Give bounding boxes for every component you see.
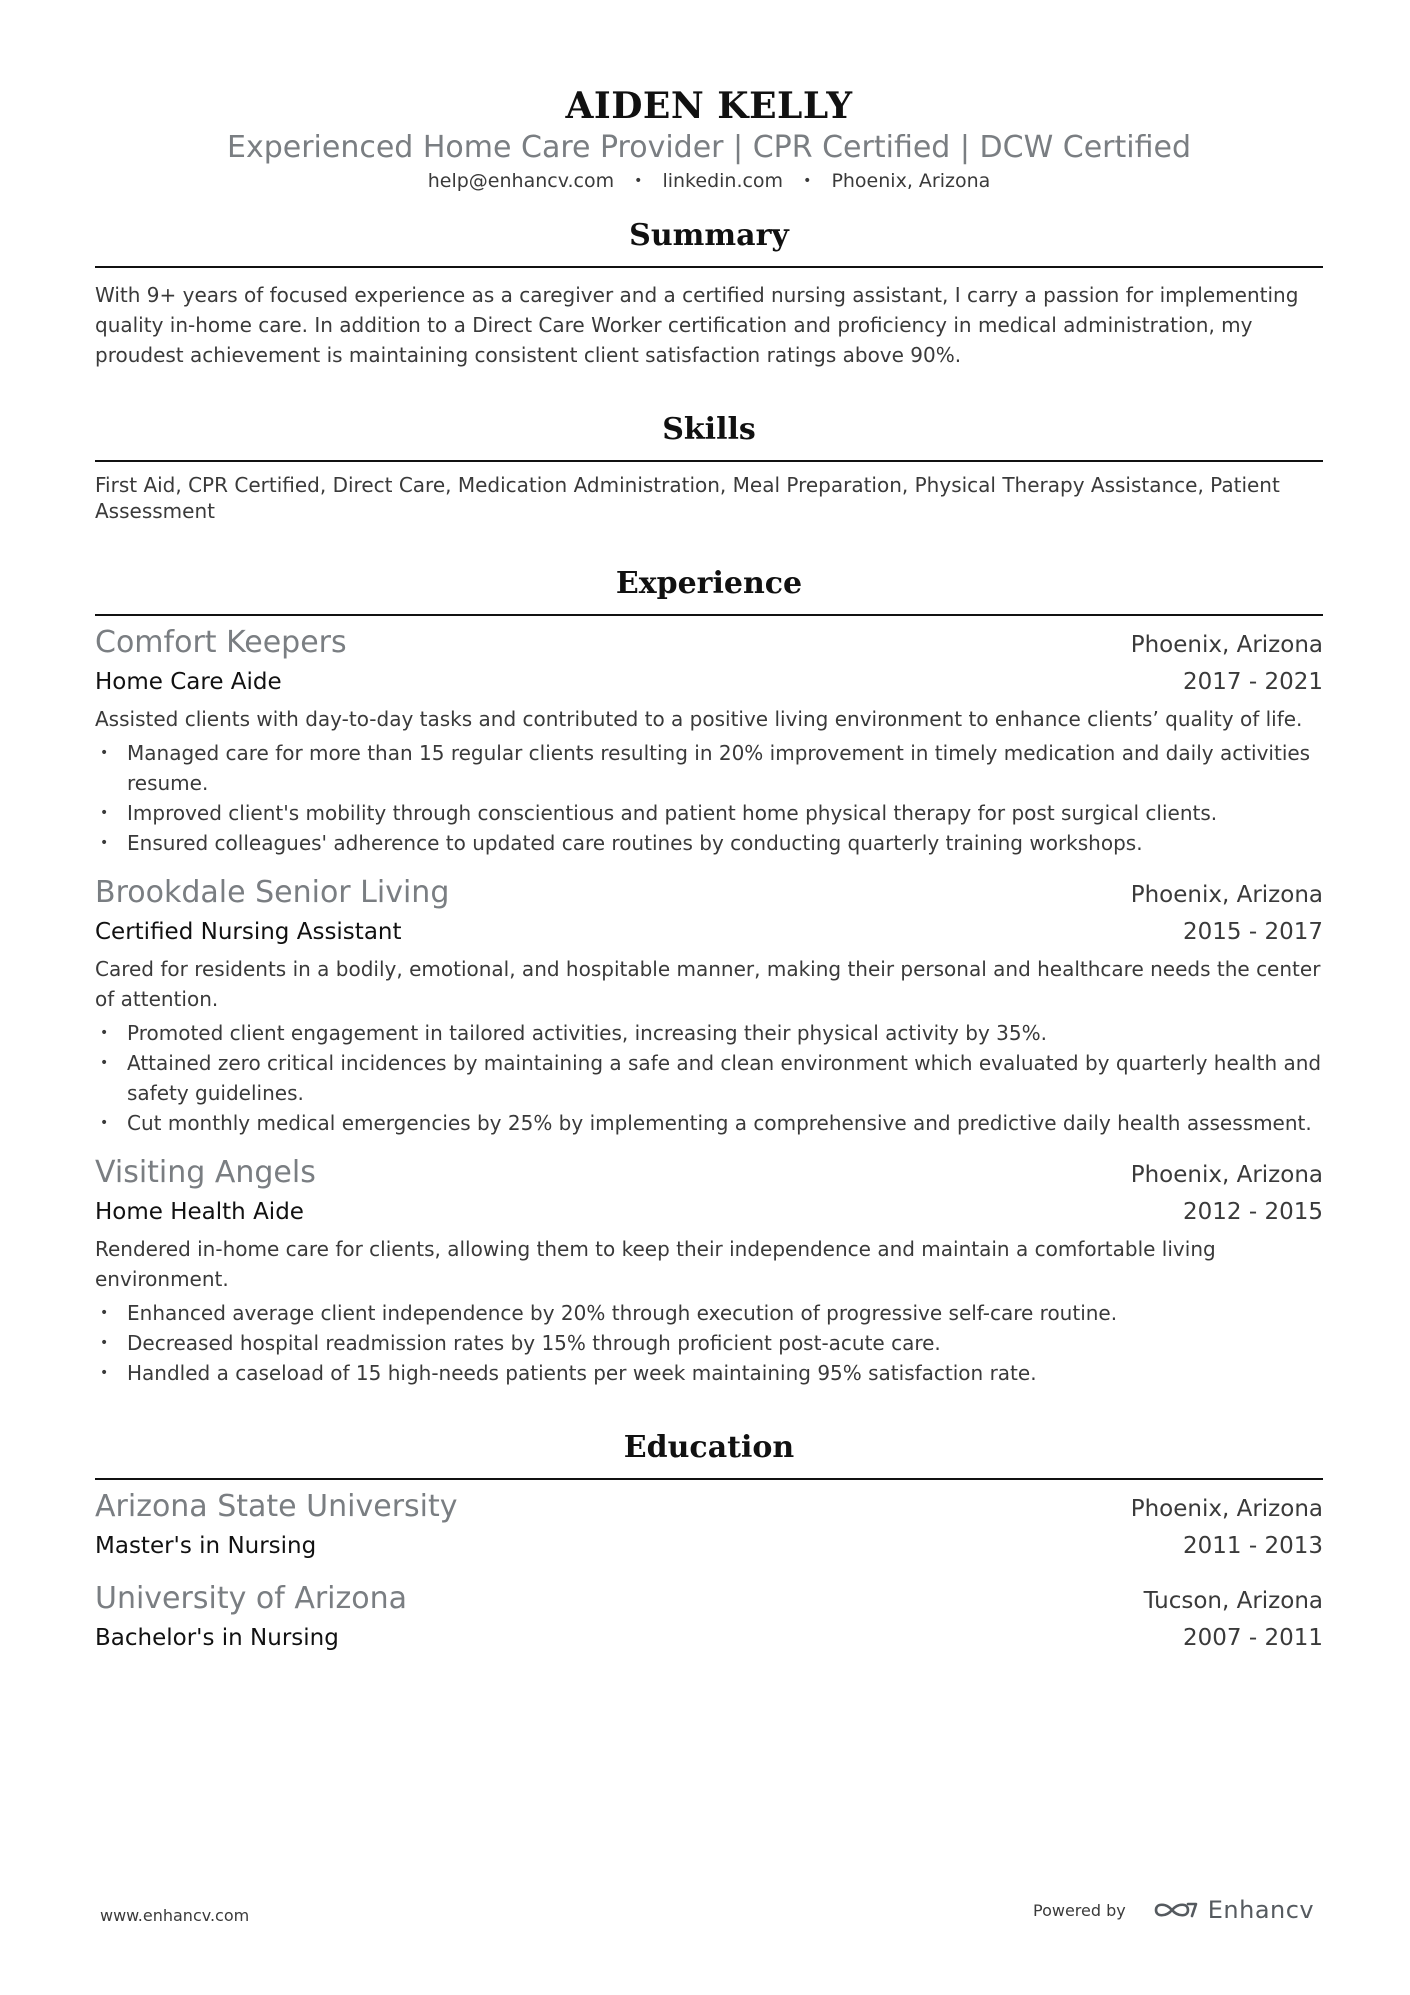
job-role: Certified Nursing Assistant <box>95 919 402 945</box>
school-location: Phoenix, Arizona <box>1130 1496 1323 1522</box>
degree: Bachelor's in Nursing <box>95 1625 339 1651</box>
job-role-row <box>95 664 1323 700</box>
experience-entry <box>95 874 1323 1138</box>
list-item: • Enhanced average client independence by 20% through execution of progressive self-care routine. <box>95 1298 1323 1328</box>
bullet-dot: • <box>100 1365 109 1381</box>
degree-row <box>95 1528 1323 1564</box>
job-location: Phoenix, Arizona <box>1130 1162 1323 1188</box>
list-item: • Promoted client engagement in tailored activities, increasing their physical activity by 35%. <box>95 1018 1323 1048</box>
resume-page <box>95 0 1323 1656</box>
list-item: • Attained zero critical incidences by maintaining a safe and clean environment which evaluated by quarterly health and safety guidelines. <box>95 1048 1323 1108</box>
job-role-row <box>95 1194 1323 1230</box>
resume-header <box>95 0 1323 194</box>
company-name: Brookdale Senior Living <box>95 875 450 910</box>
job-bullets <box>95 1018 1323 1138</box>
job-description: Cared for residents in a bodily, emotional, and hospitable manner, making their personal and healthcare needs the center of attention. <box>95 957 1321 1011</box>
job-description: Assisted clients with day-to-day tasks and contributed to a positive living environment to enhance clients’ quality of life. <box>95 707 1303 731</box>
school-dates: 2011 - 2013 <box>1183 1533 1323 1559</box>
job-header-row <box>95 874 1323 914</box>
candidate-name: AIDEN KELLY <box>565 85 853 127</box>
job-header-row <box>95 1154 1323 1194</box>
skills-text: First Aid, CPR Certified, Direct Care, Medication Administration, Meal Preparation, Physical Therapy Assistance, Patient Assessment <box>95 473 1280 523</box>
bullet-dot: • <box>100 1055 109 1071</box>
school-dates: 2007 - 2011 <box>1183 1625 1323 1651</box>
list-item: • Managed care for more than 15 regular clients resulting in 20% improvement in timely medication and daily activities resume. <box>95 738 1323 798</box>
list-item: • Handled a caseload of 15 high-needs patients per week maintaining 95% satisfaction rate. <box>95 1358 1323 1388</box>
degree: Master's in Nursing <box>95 1533 317 1559</box>
section-heading-education: Education <box>95 1428 1323 1480</box>
summary-section <box>95 216 1323 370</box>
contact-linkedin[interactable]: linkedin.com <box>662 170 784 192</box>
job-role: Home Care Aide <box>95 669 282 695</box>
bullet-separator: • <box>634 173 643 189</box>
school-name: Arizona State University <box>95 1489 458 1524</box>
degree-row <box>95 1620 1323 1656</box>
job-dates: 2012 - 2015 <box>1183 1199 1323 1225</box>
job-bullets <box>95 738 1323 858</box>
job-bullets <box>95 1298 1323 1388</box>
education-section <box>95 1428 1323 1656</box>
job-role: Home Health Aide <box>95 1199 304 1225</box>
school-header-row <box>95 1488 1323 1528</box>
bullet-dot: • <box>100 805 109 821</box>
job-role-row <box>95 914 1323 950</box>
school-name: University of Arizona <box>95 1581 408 1616</box>
list-item: • Decreased hospital readmission rates by 15% through proficient post-acute care. <box>95 1328 1323 1358</box>
footer-branding <box>1033 1896 1314 1924</box>
candidate-title: Experienced Home Care Provider | CPR Certified | DCW Certified <box>226 130 1191 165</box>
company-name: Visiting Angels <box>95 1155 316 1190</box>
job-description: Rendered in-home care for clients, allowing them to keep their independence and maintain a comfortable living environment. <box>95 1237 1216 1291</box>
job-location: Phoenix, Arizona <box>1130 632 1323 658</box>
school-location: Tucson, Arizona <box>1143 1588 1323 1614</box>
education-entry <box>95 1488 1323 1564</box>
bullet-separator: • <box>803 173 812 189</box>
section-heading-skills: Skills <box>95 410 1323 462</box>
job-location: Phoenix, Arizona <box>1130 882 1323 908</box>
education-entry <box>95 1580 1323 1656</box>
contact-email[interactable]: help@enhancv.com <box>427 170 615 192</box>
contact-line <box>95 168 1323 194</box>
bullet-dot: • <box>100 1305 109 1321</box>
experience-section <box>95 564 1323 1388</box>
powered-by-label: Powered by <box>1033 1900 1126 1920</box>
company-name: Comfort Keepers <box>95 625 347 660</box>
enhancv-logo-icon <box>1152 1898 1200 1922</box>
bullet-dot: • <box>100 1115 109 1131</box>
job-dates: 2017 - 2021 <box>1183 669 1323 695</box>
list-item: • Ensured colleagues' adherence to updated care routines by conducting quarterly training workshops. <box>95 828 1323 858</box>
bullet-dot: • <box>100 1025 109 1041</box>
experience-entry <box>95 624 1323 858</box>
section-heading-experience: Experience <box>95 564 1323 616</box>
list-item: • Improved client's mobility through conscientious and patient home physical therapy for post surgical clients. <box>95 798 1323 828</box>
experience-entry <box>95 1154 1323 1388</box>
bullet-dot: • <box>100 1335 109 1351</box>
brand-name: Enhancv <box>1207 1896 1315 1924</box>
enhancv-brand[interactable] <box>1152 1896 1314 1924</box>
section-heading-summary: Summary <box>95 216 1323 268</box>
bullet-dot: • <box>100 745 109 761</box>
summary-text: With 9+ years of focused experience as a caregiver and a certified nursing assistant, I carry a passion for implementing quality in-home care. In addition to a Direct Care Worker certification and proficiency in medical administration, my proudest achievement is maintaining consistent client satisfaction ratings above 90%. <box>95 283 1299 367</box>
school-header-row <box>95 1580 1323 1620</box>
contact-location: Phoenix, Arizona <box>831 170 991 192</box>
list-item: • Cut monthly medical emergencies by 25% by implementing a comprehensive and predictive daily health assessment. <box>95 1108 1323 1138</box>
job-header-row <box>95 624 1323 664</box>
skills-section <box>95 410 1323 524</box>
job-dates: 2015 - 2017 <box>1183 919 1323 945</box>
footer-website[interactable]: www.enhancv.com <box>100 1906 250 1925</box>
bullet-dot: • <box>100 835 109 851</box>
